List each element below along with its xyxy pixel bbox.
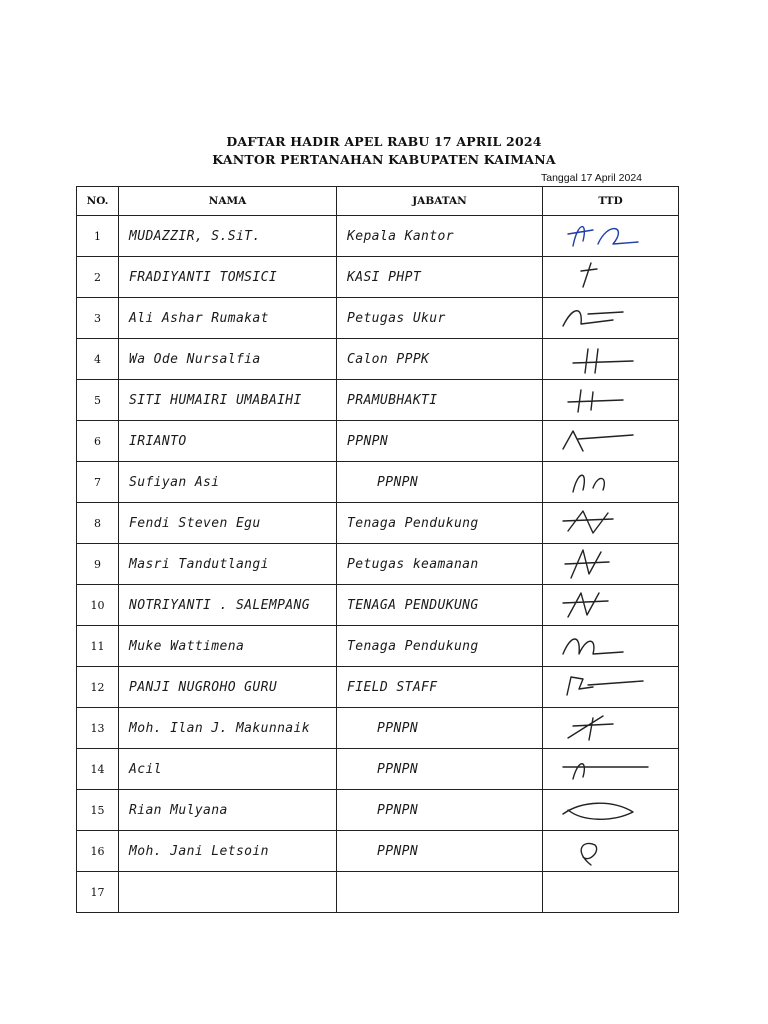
position-cell: Tenaga Pendukung — [337, 626, 543, 667]
column-header-no: NO. — [77, 187, 119, 216]
handwritten-signature — [553, 708, 663, 748]
name-cell: Wa Ode Nursalfia — [119, 339, 337, 380]
position-cell: Kepala Kantor — [337, 216, 543, 257]
position-cell: FIELD STAFF — [337, 667, 543, 708]
row-number: 5 — [77, 380, 119, 421]
row-number: 8 — [77, 503, 119, 544]
signature-cell — [543, 421, 679, 462]
position-cell: TENAGA PENDUKUNG — [337, 585, 543, 626]
position-cell: PPNPN — [337, 462, 543, 503]
signature-cell — [543, 708, 679, 749]
table-row — [77, 667, 679, 708]
position-cell: PPNPN — [337, 790, 543, 831]
row-number: 16 — [77, 831, 119, 872]
table-row — [77, 298, 679, 339]
signature-cell — [543, 585, 679, 626]
column-header-nama: NAMA — [119, 187, 337, 216]
name-cell: Sufiyan Asi — [119, 462, 337, 503]
table-row — [77, 257, 679, 298]
table-row — [77, 216, 679, 257]
name-cell: IRIANTO — [119, 421, 337, 462]
table-row — [77, 503, 679, 544]
handwritten-signature — [553, 790, 663, 830]
signature-cell — [543, 667, 679, 708]
signature-cell — [543, 831, 679, 872]
row-number: 1 — [77, 216, 119, 257]
handwritten-signature — [553, 749, 663, 789]
name-cell: Moh. Ilan J. Makunnaik — [119, 708, 337, 749]
row-number: 4 — [77, 339, 119, 380]
table-row — [77, 708, 679, 749]
row-number: 17 — [77, 872, 119, 913]
handwritten-signature — [553, 544, 663, 584]
position-cell: PPNPN — [337, 831, 543, 872]
signature-cell — [543, 626, 679, 667]
signature-cell — [543, 380, 679, 421]
row-number: 15 — [77, 790, 119, 831]
column-header-jabatan: JABATAN — [337, 187, 543, 216]
name-cell: Ali Ashar Rumakat — [119, 298, 337, 339]
document-date: Tanggal 17 April 2024 — [541, 172, 642, 184]
table-row — [77, 421, 679, 462]
row-number: 2 — [77, 257, 119, 298]
handwritten-signature — [553, 585, 663, 625]
row-number: 12 — [77, 667, 119, 708]
table-row — [77, 872, 679, 913]
name-cell: Rian Mulyana — [119, 790, 337, 831]
table-row — [77, 380, 679, 421]
position-cell — [337, 872, 543, 913]
row-number: 11 — [77, 626, 119, 667]
signature-cell — [543, 503, 679, 544]
table-row — [77, 831, 679, 872]
handwritten-signature — [553, 421, 663, 461]
name-cell: FRADIYANTI TOMSICI — [119, 257, 337, 298]
table-row — [77, 626, 679, 667]
table-row — [77, 462, 679, 503]
row-number: 6 — [77, 421, 119, 462]
signature-cell — [543, 462, 679, 503]
name-cell: Moh. Jani Letsoin — [119, 831, 337, 872]
handwritten-signature — [553, 503, 663, 543]
position-cell: Petugas keamanan — [337, 544, 543, 585]
position-cell: PPNPN — [337, 749, 543, 790]
signature-cell — [543, 257, 679, 298]
position-cell: PPNPN — [337, 708, 543, 749]
document-title: DAFTAR HADIR APEL RABU 17 APRIL 2024 — [226, 134, 542, 149]
position-cell: PRAMUBHAKTI — [337, 380, 543, 421]
position-cell: KASI PHPT — [337, 257, 543, 298]
signature-cell — [543, 749, 679, 790]
name-cell: NOTRIYANTI . SALEMPANG — [119, 585, 337, 626]
position-cell: Calon PPPK — [337, 339, 543, 380]
table-row — [77, 749, 679, 790]
handwritten-signature — [553, 216, 663, 256]
position-cell: PPNPN — [337, 421, 543, 462]
handwritten-signature — [553, 831, 663, 871]
position-cell: Petugas Ukur — [337, 298, 543, 339]
row-number: 13 — [77, 708, 119, 749]
handwritten-signature — [553, 298, 663, 338]
signature-cell — [543, 339, 679, 380]
handwritten-signature — [553, 339, 663, 379]
name-cell — [119, 872, 337, 913]
name-cell: Fendi Steven Egu — [119, 503, 337, 544]
handwritten-signature — [553, 667, 663, 707]
handwritten-signature — [553, 380, 663, 420]
name-cell: MUDAZZIR, S.SiT. — [119, 216, 337, 257]
table-row — [77, 790, 679, 831]
row-number: 14 — [77, 749, 119, 790]
table-row — [77, 585, 679, 626]
row-number: 7 — [77, 462, 119, 503]
handwritten-signature — [553, 257, 663, 297]
name-cell: Muke Wattimena — [119, 626, 337, 667]
row-number: 9 — [77, 544, 119, 585]
attendance-table — [76, 186, 679, 913]
table-row — [77, 544, 679, 585]
table-header-row — [77, 187, 679, 216]
handwritten-signature — [553, 462, 663, 502]
name-cell: Masri Tandutlangi — [119, 544, 337, 585]
signature-cell — [543, 872, 679, 913]
document-subtitle: KANTOR PERTANAHAN KABUPATEN KAIMANA — [212, 152, 556, 167]
table-row — [77, 339, 679, 380]
signature-cell — [543, 298, 679, 339]
name-cell: PANJI NUGROHO GURU — [119, 667, 337, 708]
position-cell: Tenaga Pendukung — [337, 503, 543, 544]
row-number: 10 — [77, 585, 119, 626]
name-cell: SITI HUMAIRI UMABAIHI — [119, 380, 337, 421]
signature-cell — [543, 216, 679, 257]
signature-cell — [543, 790, 679, 831]
name-cell: Acil — [119, 749, 337, 790]
signature-cell — [543, 544, 679, 585]
row-number: 3 — [77, 298, 119, 339]
column-header-ttd: TTD — [543, 187, 679, 216]
handwritten-signature — [553, 626, 663, 666]
